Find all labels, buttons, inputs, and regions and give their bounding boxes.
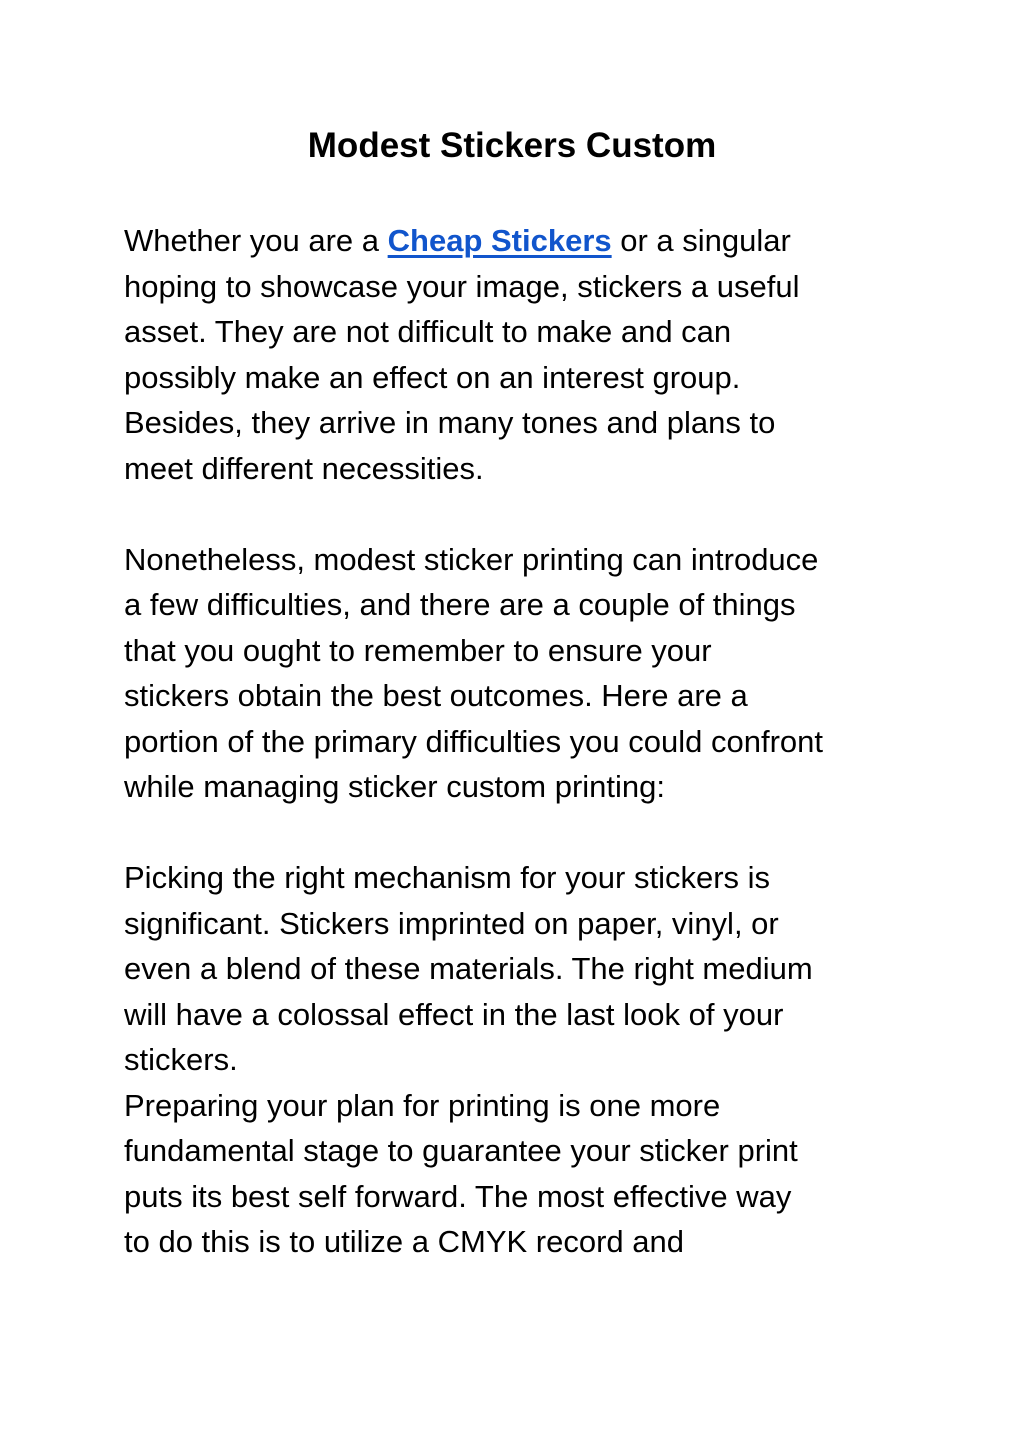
paragraph-2-line-5: portion of the primary difficulties you could confront xyxy=(124,723,824,759)
paragraph-3-line-5: stickers. xyxy=(124,1042,238,1077)
paragraph-1-line-6: meet different necessities. xyxy=(124,450,484,486)
paragraph-4-line-4: to do this is to utilize a CMYK record and xyxy=(124,1224,684,1259)
document-body xyxy=(124,218,924,1265)
paragraph-3-line-2: significant. Stickers imprinted on paper, vinyl, or xyxy=(124,905,779,941)
paragraph-4-line-1: Preparing your plan for printing is one more xyxy=(124,1087,721,1123)
paragraph-3-line-3: even a blend of these materials. The right medium xyxy=(124,951,813,986)
paragraph-2-line-2: a few difficulties, and there are a couple of things xyxy=(124,587,796,622)
paragraph-spacer xyxy=(124,491,924,537)
document-title: Modest Stickers Custom xyxy=(307,126,717,165)
paragraph-4-line-2: fundamental stage to guarantee your sticker print xyxy=(124,1133,798,1168)
paragraph-spacer xyxy=(124,810,924,856)
paragraph-2-line-1: Nonetheless, modest sticker printing can introduce xyxy=(124,541,819,577)
paragraph-2-line-4: stickers obtain the best outcomes. Here are a xyxy=(124,678,748,713)
paragraph-2-line-3: that you ought to remember to ensure your xyxy=(124,632,712,668)
cheap-stickers-link[interactable]: Cheap Stickers xyxy=(387,223,612,258)
paragraph-1-continuation-text: or a singular xyxy=(611,223,791,258)
paragraph-1-line-4: possibly make an effect on an interest group. xyxy=(124,359,741,395)
paragraph-1-line-1 xyxy=(124,218,924,264)
paragraph-1-line-2: hoping to showcase your image, stickers a useful xyxy=(124,268,800,304)
paragraph-2-line-6: while managing sticker custom printing: xyxy=(124,769,666,804)
paragraph-1-line-3: asset. They are not difficult to make and can xyxy=(124,314,732,349)
paragraph-4-line-3: puts its best self forward. The most effective way xyxy=(124,1178,792,1214)
paragraph-1-line-5: Besides, they arrive in many tones and plans to xyxy=(124,405,776,440)
paragraph-3-line-1: Picking the right mechanism for your stickers is xyxy=(124,860,771,895)
paragraph-1-intro-text: Whether you are a xyxy=(124,223,388,258)
paragraph-3-line-4: will have a colossal effect in the last look of your xyxy=(124,996,784,1032)
